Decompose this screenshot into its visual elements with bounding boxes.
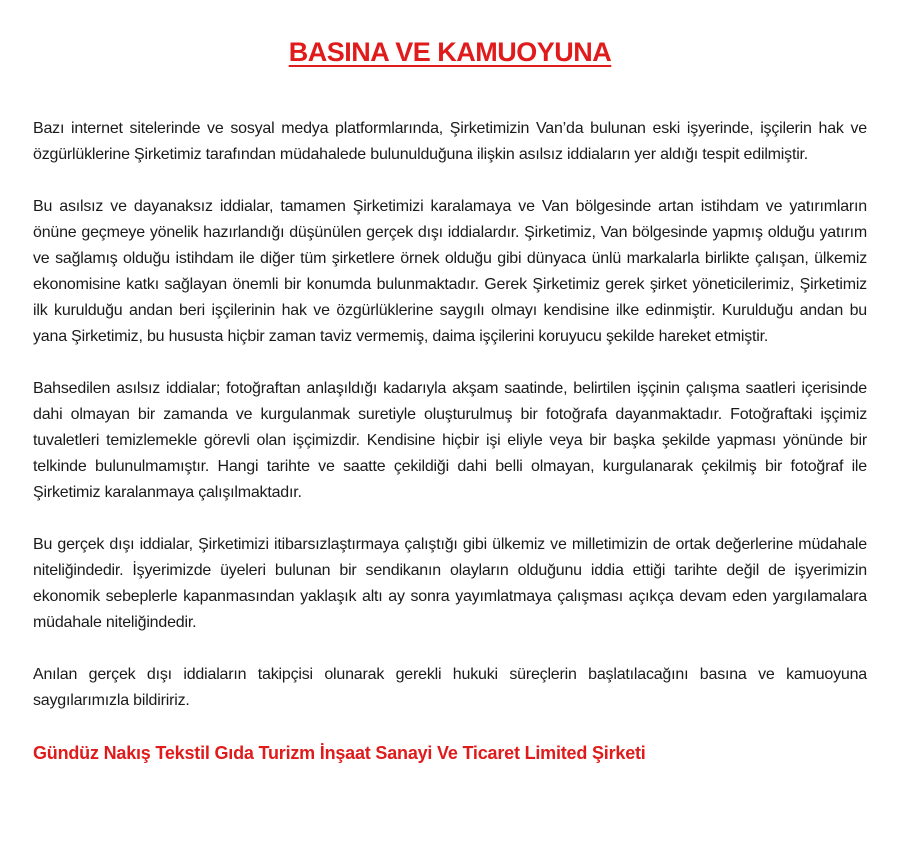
paragraph-4: Bu gerçek dışı iddialar, Şirketimizi itibarsızlaştırmaya çalıştığı gibi ülkemiz ve milletimizin de ortak değerlerine müdahale niteliğindedir. İşyerimizde üyeleri bulunan bir sendikanın olayların olduğunu iddia ettiği tarihte değil de işyerimizin ekonomik sebeplerle kapanmasından yaklaşık altı ay sonra yayımlatmaya çalışması açıkça devam eden yargılamalara müdahale niteliğindedir. <box>33 536 867 631</box>
press-statement <box>33 0 867 766</box>
paragraph-2: Bu asılsız ve dayanaksız iddialar, tamamen Şirketimizi karalamaya ve Van bölgesinde artan istihdam ve yatırımların önüne geçmeye yönelik hazırlandığı düşünülen gerçek dışı iddialardır. Şirketimiz, Van bölgesinde yapmış olduğu yatırım ve sağlamış olduğu istihdam ile diğer tüm şirketlere örnek olduğu gibi dünyaca ünlü markalarla birlikte çalışan, ülkemiz ekonomisine katkı sağlayan önemli bir konumda bulunmaktadır. Gerek Şirketimiz gerek şirket yöneticilerimiz, Şirketimiz ilk kurulduğu andan beri işçilerinin hak ve özgürlüklerine saygılı olmayı kendisine ilke edinmiştir. Kurulduğu andan bu yana Şirketimiz, bu hususta hiçbir zaman taviz vermemiş, daima işçilerini koruyucu şekilde hareket etmiştir. <box>33 198 867 345</box>
paragraph-3: Bahsedilen asılsız iddialar; fotoğraftan anlaşıldığı kadarıyla akşam saatinde, belirtilen işçinin çalışma saatleri içerisinde dahi olmayan bir zamanda ve kurgulanmak suretiyle oluşturulmuş bir fotoğrafa dayanmaktadır. Fotoğraftaki işçimiz tuvaletleri temizlemekle görevli olan işçimizdir. Kendisine hiçbir işi eliyle veya bir başka şekilde yapması yönünde bir telkinde bulunulmamıştır. Hangi tarihte ve saatte çekildiği dahi belli olmayan, kurgulanarak çekilmiş bir fotoğraf ile Şirketimiz karalanmaya çalışılmaktadır. <box>33 380 867 501</box>
paragraph-5: Anılan gerçek dışı iddiaların takipçisi olunarak gerekli hukuki süreçlerin başlatılacağını basına ve kamuoyuna saygılarımızla bildiririz. <box>33 666 867 709</box>
company-signature: Gündüz Nakış Tekstil Gıda Turizm İnşaat Sanayi Ve Ticaret Limited Şirketi <box>33 743 646 763</box>
paragraph-1: Bazı internet sitelerinde ve sosyal medya platformlarında, Şirketimizin Van’da bulunan eski işyerinde, işçilerin hak ve özgürlüklerine Şirketimiz tarafından müdahalede bulunulduğuna ilişkin asılsız iddiaların yer aldığı tespit edilmiştir. <box>33 120 867 163</box>
page-title: BASINA VE KAMUOYUNA <box>288 37 612 67</box>
